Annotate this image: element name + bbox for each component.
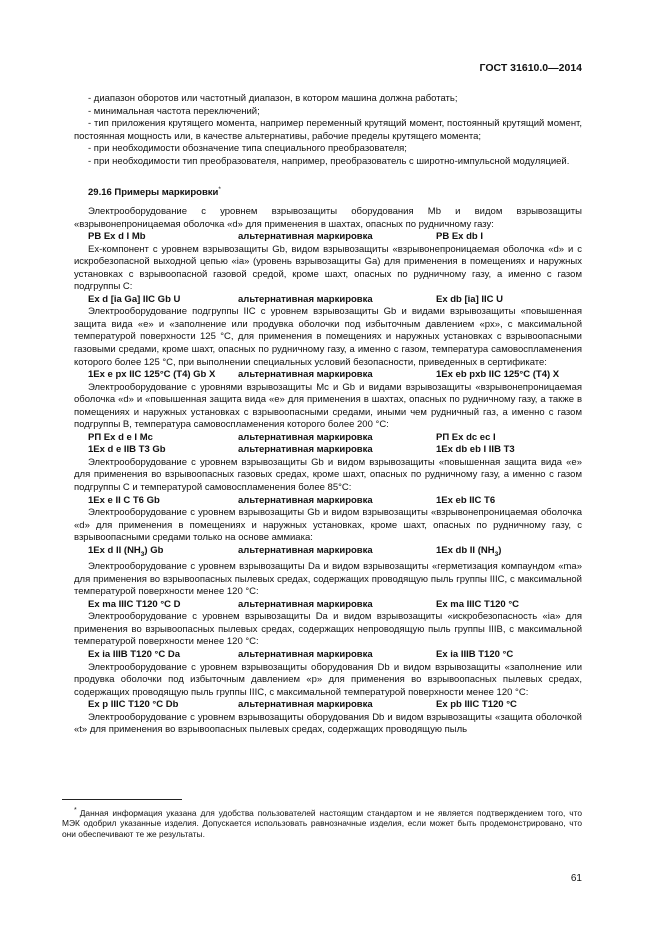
alternative-code-text: ) [498, 544, 502, 556]
alternative-code-text: 1Ex db II (NH [436, 544, 495, 556]
marking-code-text: Ex ia IIIB T120 °C Da [88, 649, 180, 661]
marking-code-text: РП Ex d e I Mc [88, 431, 153, 443]
example-description: Электрооборудование с уровнями взрывозащиты Mc и Gb и видами взрывозащиты «взрывонепроницаемая оболочка «d» и «повышенная защита вида «е» для применения в шахтах, опасных по рудничному газу, а также в помещениях и наружных установках с взрывоопасными средами, иными чем рудничный газ, а именно с газом подгруппы В, температура самовоспламенения которого более 200 °С: [74, 381, 582, 431]
footnote: * Данная информация указана для удобства пользователей настоящим стандартом и не является подтверждением того, что МЭК одобрил указанные изделия. Допускается использовать равнозначные изделия, если может быть продемонстрировано, что они обеспечивают те же результаты. [62, 807, 582, 839]
marking-code-text: 1Ex e px IIC 125°C (T4) Gb X [88, 369, 216, 381]
alternative-code [436, 649, 582, 662]
document-body [74, 93, 582, 737]
marking-row [74, 444, 582, 457]
alternative-label: альтернативная маркировка [238, 494, 373, 506]
alternative-code [436, 699, 582, 712]
alternative-code [436, 294, 582, 307]
example-description: Электрооборудование с уровнем взрывозащиты оборудования Db и видом взрывозащиты «защита оболочкой «t» для применения во взрывоопасных пылевых средах, содержащих проводящую пыль [74, 711, 582, 736]
alternative-label: альтернативная маркировка [238, 231, 373, 243]
footnote-divider [62, 799, 182, 800]
marking-code-text: Ex d [ia Ga] IIC Gb U [88, 293, 181, 305]
marking-row [74, 699, 582, 712]
standard-header: ГОСТ 31610.0—2014 [479, 62, 582, 74]
marking-code [88, 231, 238, 244]
alternative-code-text: 1Ex eb IIC T6 [436, 494, 496, 506]
alternative-code [436, 369, 582, 382]
example-description: Электрооборудование с уровнем взрывозащиты Da и видом взрывозащиты «герметизация компаундом «ma» для применения во взрывоопасных пылевых средах, содержащих проводящую пыль группы IIIC, с максимальной температурой поверхности менее 120 °С: [74, 561, 582, 598]
example-description: Электрооборудование с уровнем взрывозащиты Gb и видом взрывозащиты «повышенная защита вида «е» для применения во взрывоопасных газовых средах, кроме шахт, опасных по рудничному газу, а именно с газом подгруппы С и температурой самовоспламенения более 85°С: [74, 456, 582, 494]
alternative-label: альтернативная маркировка [238, 444, 373, 456]
example-description: Электрооборудование с уровнем взрывозащиты Gb и видом взрывозащиты «взрывонепроницаемая оболочка «d» для применения в помещениях и наружных установках, кроме шахт, опасных по рудничному газу, с взрывоопасными средами только на основе аммиака: [74, 507, 582, 544]
requirements-list [74, 93, 582, 168]
alternative-code-text: Ex db [ia] IIC U [436, 293, 504, 305]
alternative-code-text: 1Ex eb pxb IIC 125°C (T4) X [436, 369, 560, 381]
alternative-code [436, 231, 582, 244]
alternative-code-text: Ex ia IIIB T120 °C [436, 649, 514, 661]
marking-code [88, 699, 238, 712]
alternative-label: альтернативная маркировка [238, 369, 373, 381]
example-description: Электрооборудование подгруппы IIC с уровнем взрывозащиты Gb и видами взрывозащиты «повышенная защита вида «е» и «заполнение или продувка оболочки под избыточным давлением «рх», с максимальной температурой поверхности 125 °С, для применения в помещениях и наружных установках с взрывоопасными газовыми средами, кроме шахт, опасных по рудничному газу, а именно с газом, температура самовоспламенения которого более 125 °С, при выполнении специальных условий безопасности, приведенных в сертификате: [74, 306, 582, 368]
list-item: - при необходимости тип преобразователя, например, преобразователь с широтно-импульсной модуляцией. [88, 155, 570, 167]
alternative-code [436, 495, 582, 508]
alternative-code [436, 599, 582, 612]
marking-code [88, 369, 238, 382]
alternative-code-text: РП Ex dc ec I [436, 431, 496, 443]
marking-code-text: Ex ma IIIC T120 °C D [88, 598, 181, 610]
page-number: 61 [570, 873, 582, 884]
example-description: Ex-компонент с уровнем взрывозащиты Gb, видом взрывозащиты «взрывонепроницаемая оболочка «d» и с искробезопасной выходной цепью «ia» (уровень взрывозащиты Ga) для применения в помещениях и наружных установках с взрывоопасной газовой средой, кроме шахт, опасных по рудничному газу, а именно с газом подгруппы С: [74, 243, 582, 293]
marking-row [74, 231, 582, 244]
alternative-code-text: Ex ma IIIC T120 °C [436, 598, 519, 610]
marking-code [88, 294, 238, 307]
marking-code-text: 1Ex d e IIB T3 Gb [88, 444, 166, 456]
alternative-label: альтернативная маркировка [238, 598, 373, 610]
section-heading: 29.16 Примеры маркировки* [88, 186, 221, 199]
marking-code [88, 649, 238, 662]
marking-row [74, 545, 582, 561]
marking-code-text: Ex p IIIC T120 °C Db [88, 699, 179, 711]
marking-code-text: 1Ex d II (NH [88, 544, 141, 556]
marking-code-text: ) Gb [144, 544, 164, 556]
alternative-label: альтернативная маркировка [238, 293, 373, 305]
marking-row [74, 294, 582, 307]
alternative-code-text: 1Ex db eb I IIB T3 [436, 444, 515, 456]
marking-row [74, 432, 582, 445]
marking-code [88, 495, 238, 508]
marking-row [74, 495, 582, 508]
alternative-code [436, 444, 582, 457]
marking-code [88, 444, 238, 457]
marking-row [74, 599, 582, 612]
alternative-label: альтернативная маркировка [238, 544, 373, 556]
example-description: Электрооборудование с уровнем взрывозащиты Da и видом взрывозащиты «искробезопасность «ia» для применения во взрывоопасных пылевых средах, содержащих непроводящую пыль группы IIIB, с максимальной температурой поверхности менее 120 °С: [74, 611, 582, 648]
list-item: - диапазон оборотов или частотный диапазон, в котором машина должна работать; [88, 93, 458, 104]
document-page [62, 0, 582, 936]
example-description: Электрооборудование с уровнем взрывозащиты оборудования Mb и видом взрывозащиты «взрывонепроницаемая оболочка «d» для применения в шахтах, опасных по рудничному газу: [74, 205, 582, 230]
marking-code [88, 432, 238, 445]
alternative-code-subscript: 3 [494, 550, 499, 558]
marking-row [74, 649, 582, 662]
alternative-label: альтернативная маркировка [238, 649, 373, 661]
example-description: Электрооборудование с уровнем взрывозащиты оборудования Db и видом взрывозащиты «заполнение или продувка оболочки под избыточным давлением «р» для применения во взрывоопасных пылевых средах, содержащих проводящую пыль группы IIIC, с максимальной температурой поверхности менее 120 °С: [74, 661, 582, 698]
list-item: - при необходимости обозначение типа специального преобразователя; [88, 143, 407, 155]
alternative-code [436, 545, 582, 561]
marking-code-subscript: 3 [140, 550, 145, 558]
marking-code-text: 1Ex e II C T6 Gb [88, 494, 160, 506]
alternative-code [436, 432, 582, 445]
marking-row [74, 369, 582, 382]
alternative-label: альтернативная маркировка [238, 431, 373, 443]
alternative-code-text: PB Ex db I [436, 231, 483, 243]
alternative-label: альтернативная маркировка [238, 699, 373, 711]
list-item: - тип приложения крутящего момента, например переменный крутящий момент, постоянный крутящий момент, постоянная мощность или, в качестве альтернативы, рабочие пределы крутящего момента; [74, 118, 582, 142]
marking-code-text: PB Ex d I Mb [88, 231, 146, 243]
list-item: - минимальная частота переключений; [88, 105, 260, 117]
marking-code [88, 545, 238, 561]
marking-examples [74, 206, 582, 737]
alternative-code-text: Ex pb IIIC T120 °C [436, 699, 517, 711]
marking-code [88, 599, 238, 612]
